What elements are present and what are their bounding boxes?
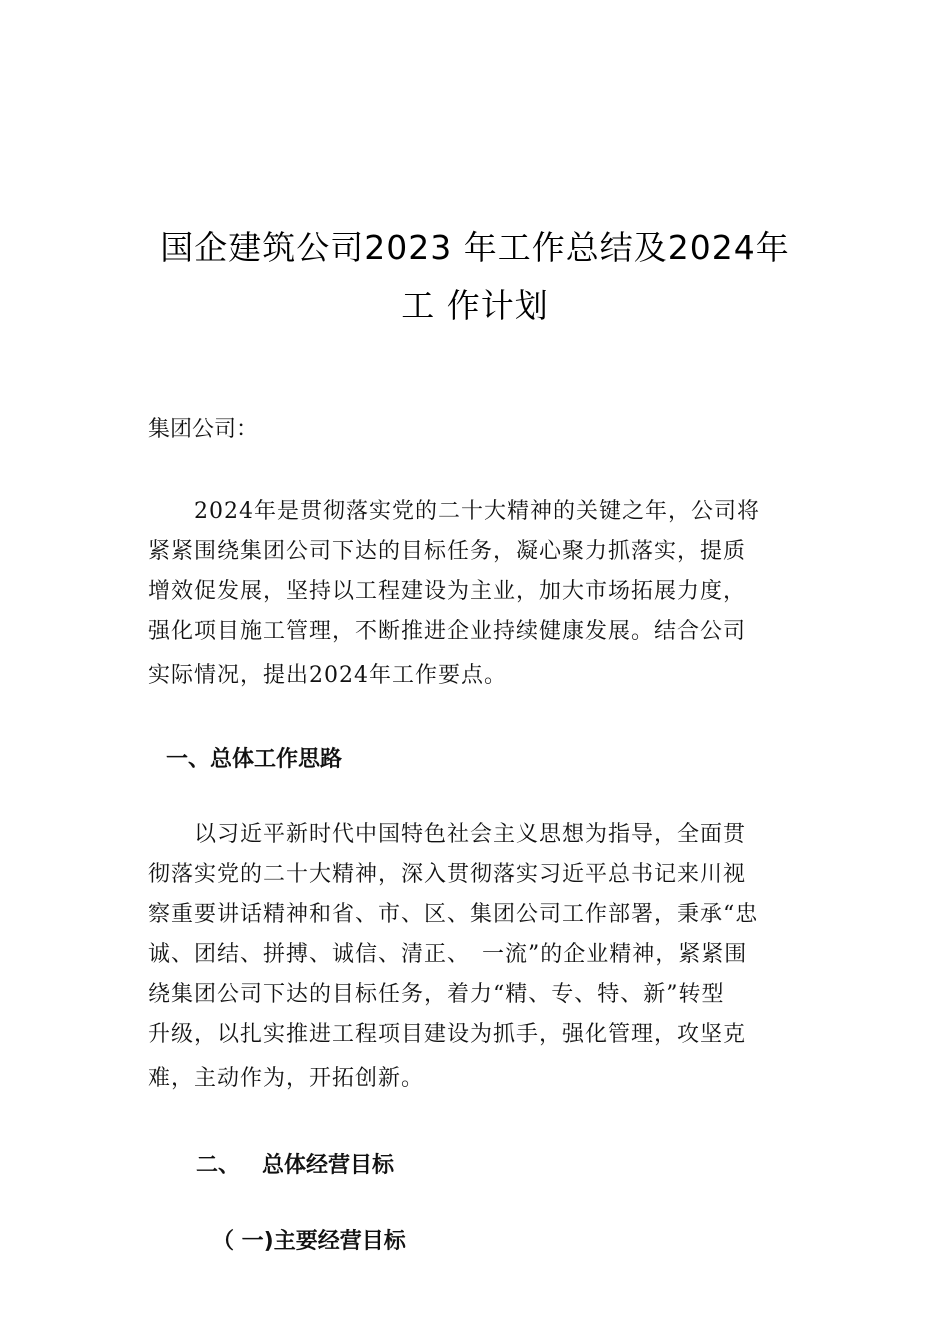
- paragraph-line: 紧紧围绕集团公司下达的目标任务，凝心聚力抓落实，提质: [148, 539, 747, 564]
- paragraph-line: 察重要讲话精神和省、市、区、集团公司工作部署，秉承“忠: [148, 902, 759, 927]
- paragraph-line: 增效促发展，坚持以工程建设为主业，加大市场拓展力度，: [148, 579, 747, 604]
- document-title-line-1: 国企建筑公司2023 年工作总结及2024年: [160, 228, 790, 267]
- salutation: 集团公司：: [148, 417, 259, 442]
- paragraph-line: 诚、团结、拼搏、诚信、清正、 一流”的企业精神，紧紧围: [148, 942, 748, 967]
- paragraph-line: 2024年是贯彻落实党的二十大精神的关键之年，公司将: [148, 499, 760, 524]
- section-heading-overall-approach: 一、总体工作思路: [166, 747, 343, 772]
- intro-paragraph: [148, 492, 808, 696]
- document-title-line-2: 工 作计划: [401, 286, 549, 325]
- paragraph-line: 升级，以扎实推进工程项目建设为抓手，强化管理，攻坚克: [148, 1022, 747, 1047]
- paragraph-line: 彻落实党的二十大精神，深入贯彻落实习近平总书记来川视: [148, 862, 747, 887]
- subsection-heading-main-targets: （ 一)主要经营目标: [212, 1229, 406, 1254]
- section-title: 总体经营目标: [262, 1153, 395, 1178]
- paragraph-line: 实际情况，提出2024年工作要点。: [148, 663, 507, 688]
- paragraph-line: 以习近平新时代中国特色社会主义思想为指导，全面贯: [148, 822, 747, 847]
- paragraph-line: 绕集团公司下达的目标任务，着力“精、专、特、新”转型: [148, 982, 725, 1007]
- paragraph-line: 强化项目施工管理，不断推进企业持续健康发展。结合公司: [148, 619, 747, 644]
- approach-paragraph: [148, 815, 808, 1099]
- section-heading-business-targets: [196, 1148, 394, 1179]
- section-number: 二、: [196, 1153, 241, 1178]
- paragraph-line: 难，主动作为，开拓创新。: [148, 1066, 425, 1091]
